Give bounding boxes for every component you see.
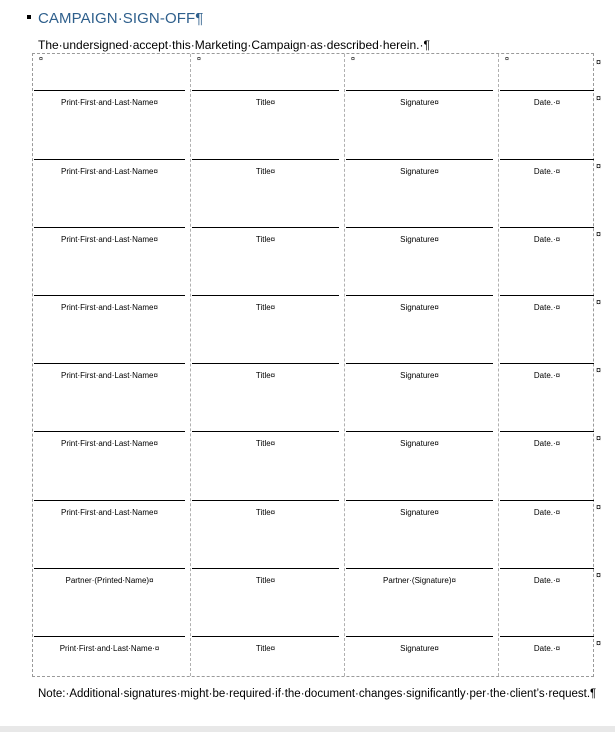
- field-label[interactable]: Signature¤: [400, 508, 439, 517]
- signature-line: [34, 363, 185, 364]
- field-label[interactable]: Signature¤: [400, 167, 439, 176]
- signature-line: [346, 159, 493, 160]
- signature-line: [346, 431, 493, 432]
- field-label[interactable]: Print·First·and·Last·Name¤: [61, 98, 158, 107]
- page-title: CAMPAIGN·SIGN-OFF¶: [38, 10, 204, 27]
- row-end-mark: ¤: [596, 297, 602, 307]
- signature-line: [192, 500, 339, 501]
- signature-line: [500, 90, 594, 91]
- signature-line: [34, 636, 185, 637]
- field-label[interactable]: Date.·¤: [533, 235, 561, 244]
- field-label[interactable]: Date.·¤: [533, 644, 561, 653]
- signature-table: [32, 53, 602, 677]
- field-label[interactable]: Title¤: [255, 235, 276, 244]
- row-end-mark: ¤: [596, 433, 602, 443]
- page-bottom-edge: [0, 726, 615, 732]
- field-label[interactable]: Title¤: [255, 303, 276, 312]
- signature-line: [500, 431, 594, 432]
- field-label[interactable]: Date.·¤: [533, 167, 561, 176]
- row-end-mark: ¤: [596, 93, 602, 103]
- field-label[interactable]: Date.·¤: [533, 439, 561, 448]
- field-label[interactable]: Print·First·and·Last·Name¤: [61, 303, 158, 312]
- field-label[interactable]: Signature¤: [400, 235, 439, 244]
- signature-line: [192, 431, 339, 432]
- field-label[interactable]: Signature¤: [400, 371, 439, 380]
- signature-line: [346, 636, 493, 637]
- signature-line: [500, 295, 594, 296]
- signature-line: [192, 90, 339, 91]
- field-label[interactable]: Date.·¤: [533, 371, 561, 380]
- field-label[interactable]: Title¤: [255, 98, 276, 107]
- row-end-mark: ¤: [596, 570, 602, 580]
- signature-line: [34, 295, 185, 296]
- field-label[interactable]: Title¤: [255, 576, 276, 585]
- field-label[interactable]: Date.·¤: [533, 98, 561, 107]
- field-label[interactable]: Signature¤: [400, 303, 439, 312]
- signature-line: [192, 227, 339, 228]
- cell-end-mark: ¤: [351, 56, 355, 63]
- row-end-mark: ¤: [596, 638, 602, 648]
- field-label[interactable]: Date.·¤: [533, 303, 561, 312]
- field-label[interactable]: Date.·¤: [533, 576, 561, 585]
- row-end-mark: ¤: [596, 57, 602, 67]
- field-label[interactable]: Title¤: [255, 644, 276, 653]
- row-end-mark: ¤: [596, 229, 602, 239]
- signature-line: [192, 159, 339, 160]
- field-label[interactable]: Print·First·and·Last·Name¤: [61, 371, 158, 380]
- field-label[interactable]: Print·First·and·Last·Name¤: [61, 439, 158, 448]
- field-label[interactable]: Signature¤: [400, 644, 439, 653]
- heading-bullet: [27, 15, 31, 19]
- column-gridline: [498, 54, 499, 676]
- note-paragraph[interactable]: Note:·Additional·signatures·might·be·required·if·the·document·changes·significantly·per·the·client’s·request.¶: [38, 688, 597, 700]
- field-label[interactable]: Signature¤: [400, 98, 439, 107]
- signature-line: [500, 500, 594, 501]
- field-label[interactable]: Title¤: [255, 167, 276, 176]
- field-label[interactable]: Print·First·and·Last·Name¤: [61, 167, 158, 176]
- column-gridline: [190, 54, 191, 676]
- signature-line: [34, 500, 185, 501]
- field-label[interactable]: Print·First·and·Last·Name·¤: [59, 644, 160, 653]
- signature-line: [346, 227, 493, 228]
- row-end-mark: ¤: [596, 161, 602, 171]
- row-end-mark: ¤: [596, 365, 602, 375]
- signature-line: [192, 295, 339, 296]
- cell-end-mark: ¤: [39, 56, 43, 63]
- field-label[interactable]: Partner·(Printed·Name)¤: [65, 576, 154, 585]
- field-label[interactable]: Title¤: [255, 508, 276, 517]
- signature-line: [500, 363, 594, 364]
- signature-line: [346, 90, 493, 91]
- cell-end-mark: ¤: [197, 56, 201, 63]
- signature-line: [34, 159, 185, 160]
- field-label[interactable]: Print·First·and·Last·Name¤: [61, 235, 158, 244]
- field-label[interactable]: Date.·¤: [533, 508, 561, 517]
- signature-line: [500, 636, 594, 637]
- signature-line: [34, 431, 185, 432]
- field-label[interactable]: Partner·(Signature)¤: [383, 576, 456, 585]
- field-label[interactable]: Title¤: [255, 439, 276, 448]
- cell-end-mark: ¤: [505, 56, 509, 63]
- signature-line: [346, 363, 493, 364]
- field-label[interactable]: Signature¤: [400, 439, 439, 448]
- signature-line: [34, 90, 185, 91]
- field-label[interactable]: Print·First·and·Last·Name¤: [61, 508, 158, 517]
- signature-line: [34, 227, 185, 228]
- signature-line: [34, 568, 185, 569]
- intro-paragraph[interactable]: The·undersigned·accept·this·Marketing·Campaign·as·described·herein.·¶: [38, 38, 430, 52]
- signature-line: [346, 568, 493, 569]
- field-label[interactable]: Title¤: [255, 371, 276, 380]
- row-end-mark: ¤: [596, 502, 602, 512]
- signature-line: [500, 227, 594, 228]
- signature-line: [192, 363, 339, 364]
- signature-line: [500, 568, 594, 569]
- signature-line: [192, 636, 339, 637]
- signature-line: [192, 568, 339, 569]
- signature-line: [346, 500, 493, 501]
- column-gridline: [344, 54, 345, 676]
- signature-line: [346, 295, 493, 296]
- signature-line: [500, 159, 594, 160]
